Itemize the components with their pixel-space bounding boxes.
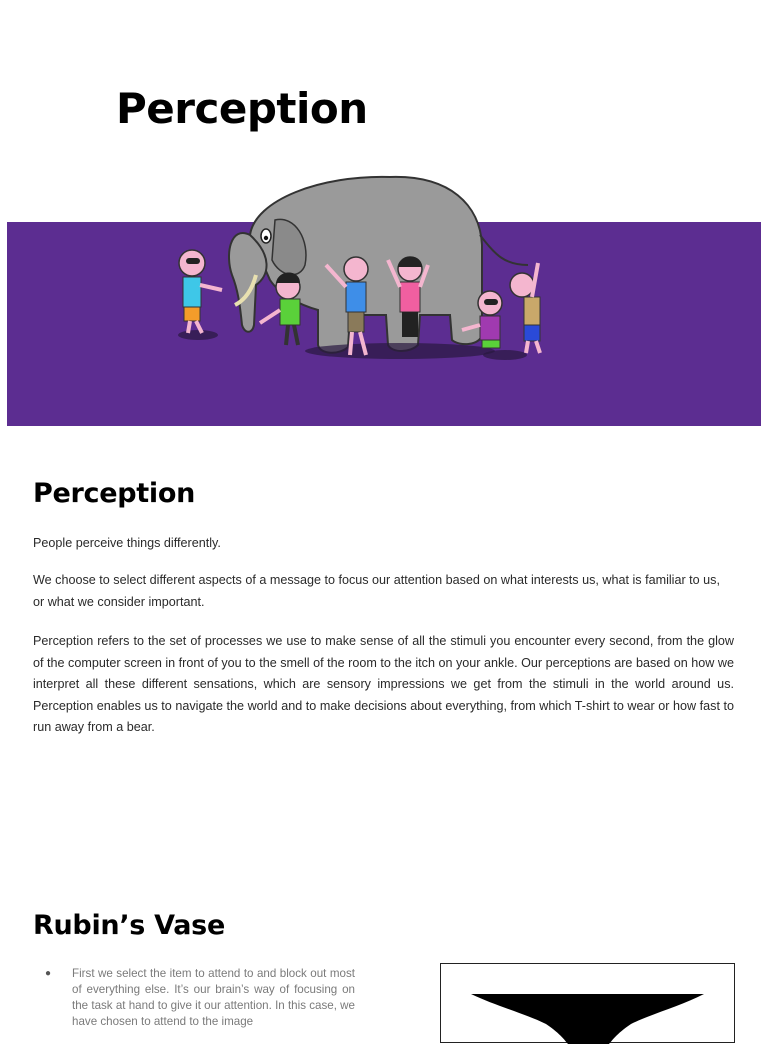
section-heading-perception: Perception (33, 478, 195, 509)
bullet-text: First we select the item to attend to and block out most of everything else. It’s our brain’s way of focusing on the task at hand to give it our attention. In this case, we have chosen to attend to the image (72, 967, 355, 1028)
paragraph-attention: We choose to select different aspects of a message to focus our attention based on what interests us, what is familiar to us, or what we consider important. (33, 573, 720, 609)
list-item (45, 966, 355, 1030)
page-title: Perception (116, 84, 368, 133)
bullet-dot-icon: ● (45, 968, 52, 979)
rubins-vase-image (440, 963, 735, 1043)
rubin-bullet-list (45, 966, 355, 1030)
paragraph-definition: Perception refers to the set of processes we use to make sense of all the stimuli you encounter every second, from the glow of the computer screen in front of you to the smell of the room to the itch on your ankle. Our perceptions are based on how we interpret all these different sensations, which are sensory impressions we get from the stimuli in the world around us. Perception enables us to navigate the world and to make decisions about everything, from which T-shirt to wear or how fast to run away from a bear. (33, 634, 734, 734)
section-heading-rubins-vase: Rubin’s Vase (33, 910, 225, 941)
paragraph-intro: People perceive things differently. (33, 536, 221, 550)
elephant-illustration (160, 165, 570, 370)
